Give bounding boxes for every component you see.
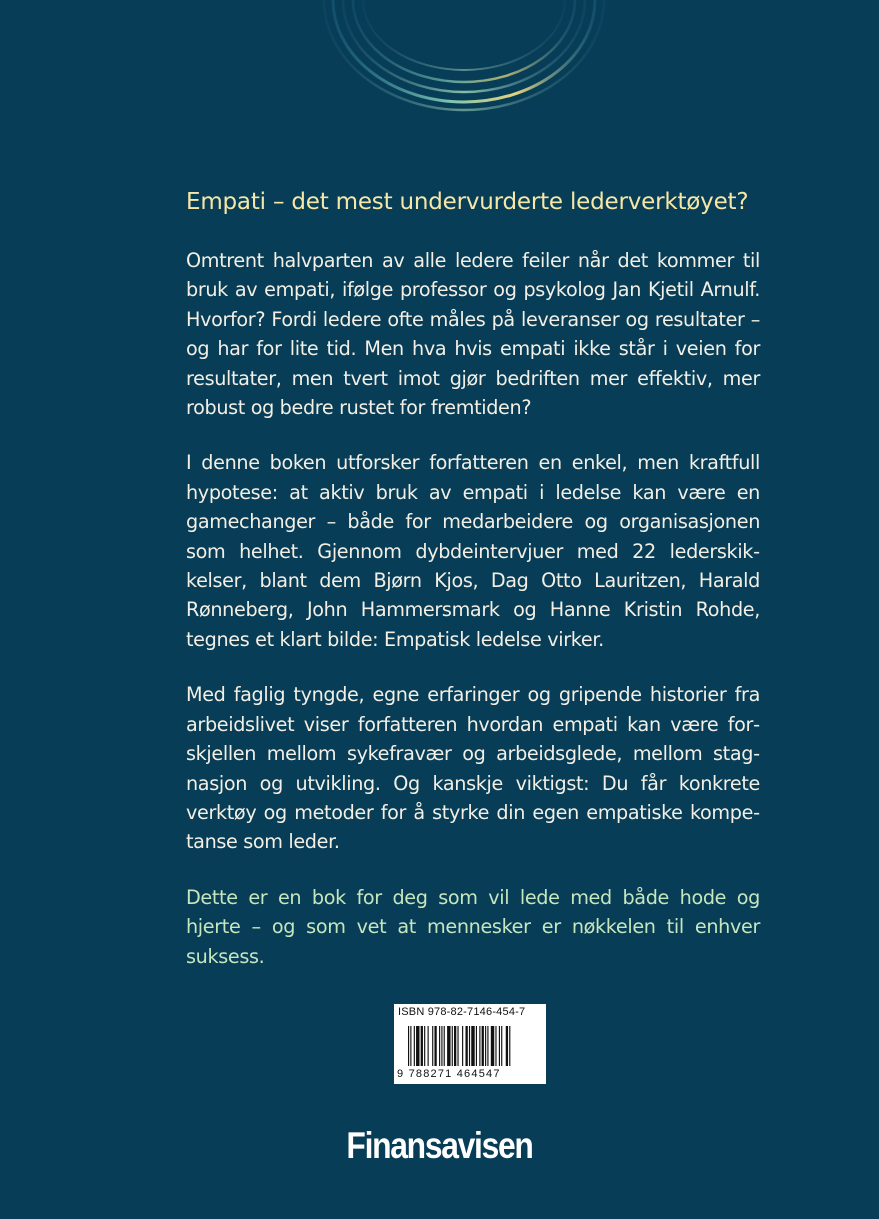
paragraph-tools: Med faglig tyngde, egne erfaringer og gripende historier fra arbeidslivet viser forfatteren hvordan empati kan være forskjellen mellom sykefravær og arbeidsglede, mellom stagnasjon og utvikling. Og kanskje viktigst: Du får konkrete verktøy og metoder for å styrke din egen empatiske kompetanse som leder.	[186, 683, 760, 854]
barcode-bar	[439, 1026, 440, 1066]
barcode-bar	[444, 1026, 445, 1066]
barcode-bar	[454, 1026, 456, 1066]
barcode-bar	[421, 1026, 423, 1066]
barcode-bar	[482, 1026, 484, 1066]
barcode-bar	[471, 1026, 474, 1066]
back-cover-text	[186, 186, 760, 997]
barcode-bar	[462, 1026, 463, 1066]
barcode-bar	[414, 1026, 415, 1066]
barcode-bar	[452, 1026, 453, 1066]
barcode-bar	[434, 1026, 436, 1066]
barcode-bar	[469, 1026, 470, 1066]
barcode-bar	[424, 1026, 425, 1066]
decorative-arcs	[0, 0, 879, 130]
barcode-bar	[495, 1026, 496, 1066]
barcode-bar	[509, 1026, 510, 1066]
isbn-label: ISBN 978-82-7146-454-7	[398, 1006, 526, 1018]
barcode-bar	[428, 1026, 429, 1066]
barcode-bar	[441, 1026, 442, 1066]
barcode-bar	[416, 1026, 419, 1066]
barcode-bar	[487, 1026, 488, 1066]
barcode-bar	[457, 1026, 458, 1066]
barcode-bar	[479, 1026, 480, 1066]
barcode-bar	[432, 1026, 433, 1066]
barcode-bar	[408, 1026, 409, 1066]
barcode-bar	[410, 1026, 411, 1066]
paragraph-intro: Omtrent halvparten av alle ledere feiler når det kommer til bruk av empati, ifølge professor og psykolog Jan Kjetil Arnulf. Hvorfor? Fordi ledere ofte måles på leveranser og resultater – og har for lite tid. Men hva hvis empati ikke står i veien for resultater, men tvert imot gjør bedriften mer effektiv, mer robust og bedre rustet for fremtiden?	[186, 249, 760, 420]
barcode-bar	[491, 1026, 494, 1066]
barcode-bar	[476, 1026, 477, 1066]
cover-heading: Empati – det mest undervurderte lederverktøyet?	[186, 189, 749, 215]
publisher-logo: Finansavisen	[346, 1125, 533, 1166]
barcode-bar	[466, 1026, 468, 1066]
barcode-bar	[499, 1026, 500, 1066]
barcode-digits: 9 788271 464547	[397, 1068, 501, 1080]
paragraph-hypothesis: I denne boken utforsker forfatteren en enkel, men kraftfull hypotese: at aktiv bruk av empati i ledelse kan være en gamechanger – både for medarbeidere og organisasjonen som helhet. Gjennom dybdeintervjuer med 22 lederskikkelser, blant dem Bjørn Kjos, Dag Otto Lauritzen, Harald Rønneberg, John Hammersmark og Hanne Kristin Rohde, tegnes et klart bilde: Empatisk ledelse virker.	[186, 451, 760, 651]
isbn-barcode	[394, 1004, 546, 1084]
barcode-bar	[506, 1026, 508, 1066]
barcode-bar	[485, 1026, 486, 1066]
closing-statement: Dette er en bok for deg som vil lede med både hode og hjerte – og som vet at mennesker er nøkkelen til enhver suksess.	[186, 885, 760, 968]
barcode-bar	[447, 1026, 450, 1066]
barcode-bar	[501, 1026, 502, 1066]
